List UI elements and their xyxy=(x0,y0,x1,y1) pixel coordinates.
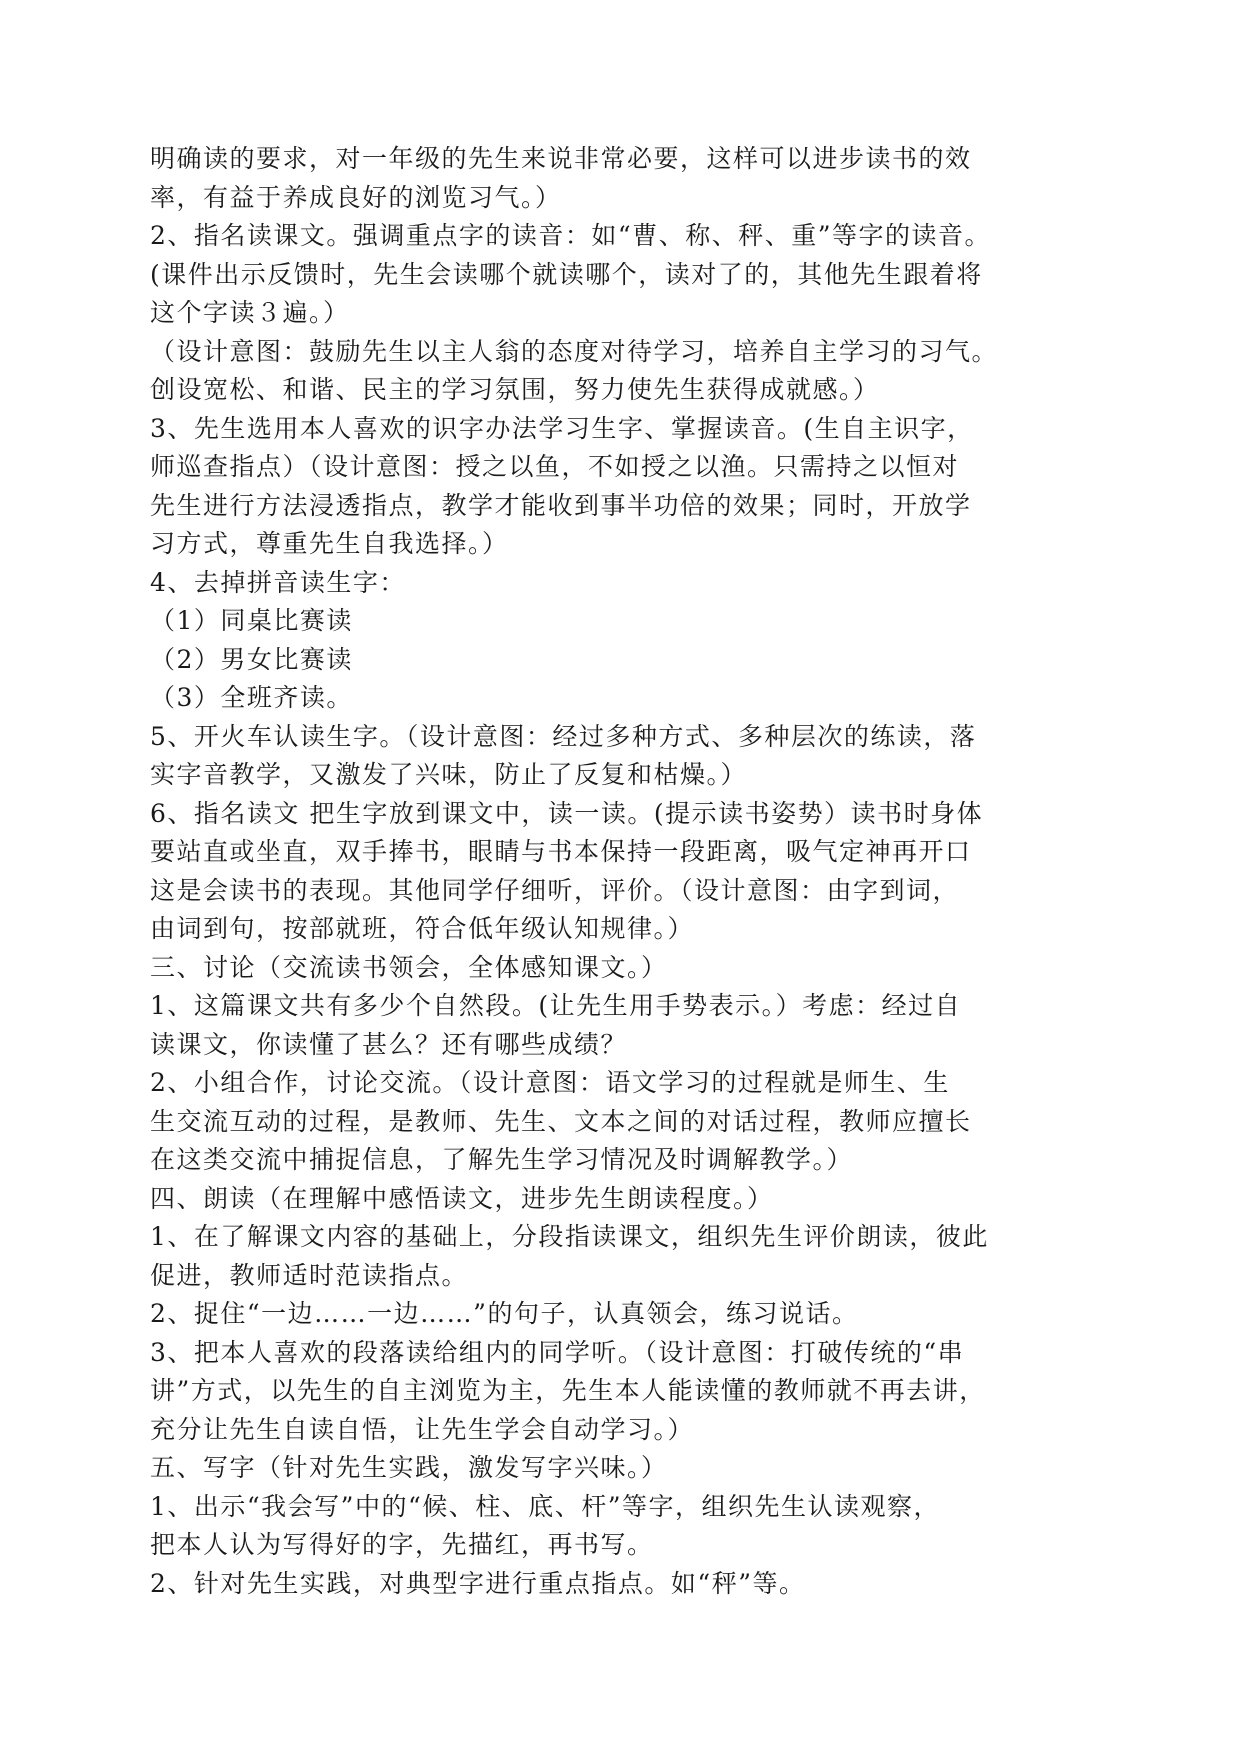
text-line: (课件出示反馈时，先生会读哪个就读哪个，读对了的，其他先生跟着将 xyxy=(150,259,983,289)
text-line: 2、指名读课文。强调重点字的读音：如“曹、称、秤、重”等字的读音。 xyxy=(150,221,991,250)
text-line: 实字音教学，又激发了兴味，防止了反复和枯燥。） xyxy=(150,760,748,789)
text-line: 这个字读３遍。） xyxy=(150,298,350,327)
text-line: 由词到句，按部就班，符合低年级认知规律。） xyxy=(150,914,695,943)
text-line: 4、去掉拼音读生字： xyxy=(150,567,406,597)
text-line: 在这类交流中捕捉信息，了解先生学习情况及时调解教学。） xyxy=(150,1145,854,1174)
text-line: 五、写字（针对先生实践，激发写字兴味。） xyxy=(150,1453,668,1482)
text-line: 先生进行方法浸透指点，教学才能收到事半功倍的效果；同时，开放学 xyxy=(150,490,972,520)
document-page xyxy=(150,140,1110,1603)
text-line: 三、讨论（交流读书领会，全体感知课文。） xyxy=(150,952,668,982)
text-line: 这是会读书的表现。其他同学仔细听，评价。（设计意图：由字到词， xyxy=(150,875,960,905)
text-line: 3、把本人喜欢的段落读给组内的同学听。（设计意图：打破传统的“串 xyxy=(150,1337,965,1367)
text-line: 1、出示“我会写”中的“候、柱、底、杆”等字，组织先生认读观察， xyxy=(150,1491,941,1521)
text-line: 明确读的要求，对一年级的先生来说非常必要，这样可以进步读书的效 xyxy=(150,144,972,173)
text-line: 1、在了解课文内容的基础上，分段指读课文，组织先生评价朗读，彼此 xyxy=(150,1222,989,1251)
text-line: （设计意图：鼓励先生以主人翁的态度对待学习，培养自主学习的习气。 xyxy=(150,336,999,366)
text-line: 促进，教师适时范读指点。 xyxy=(150,1260,469,1290)
text-line: 讲”方式，以先生的自主浏览为主，先生本人能读懂的教师就不再去讲， xyxy=(150,1376,986,1405)
text-line: 2、小组合作，讨论交流。（设计意图：语文学习的过程就是师生、生 xyxy=(150,1068,950,1097)
text-line: 3、先生选用本人喜欢的识字办法学习生字、掌握读音。(生自主识字， xyxy=(150,413,974,443)
text-line: 师巡查指点）（设计意图：授之以鱼，不如授之以渔。只需持之以恒对 xyxy=(150,452,960,481)
text-line: 率，有益于养成良好的浏览习气。） xyxy=(150,182,562,212)
text-line: 5、开火车认读生字。（设计意图：经过多种方式、多种层次的练读，落 xyxy=(150,721,977,751)
text-line: 习方式，尊重先生自我选择。） xyxy=(150,529,509,558)
text-line: 2、捉住“一边……一边……”的句子，认真领会，练习说话。 xyxy=(150,1299,859,1328)
text-line: 充分让先生自读自悟，让先生学会自动学习。） xyxy=(150,1414,695,1444)
text-line: （3）全班齐读。 xyxy=(150,683,353,712)
text-line: 6、指名读文 把生字放到课文中，读一读。(提示读书姿势）读书时身体 xyxy=(150,798,984,828)
text-line: （2）男女比赛读 xyxy=(150,644,353,674)
text-line: 创设宽松、和谐、民主的学习氛围，努力使先生获得成就感。） xyxy=(150,375,880,404)
text-line: 读课文，你读懂了甚么？还有哪些成绩？ xyxy=(150,1029,628,1059)
text-line: 生交流互动的过程，是教师、先生、文本之间的对话过程，教师应擅长 xyxy=(150,1106,972,1136)
text-line: 四、朗读（在理解中感悟读文，进步先生朗读程度。） xyxy=(150,1183,774,1213)
text-line: 1、这篇课文共有多少个自然段。(让先生用手势表示。）考虑：经过自 xyxy=(150,991,962,1020)
text-line: （1）同桌比赛读 xyxy=(150,606,353,635)
text-line: 把本人认为写得好的字，先描红，再书写。 xyxy=(150,1530,654,1559)
text-line: 2、针对先生实践，对典型字进行重点指点。如“秤”等。 xyxy=(150,1568,806,1598)
text-line: 要站直或坐直，双手捧书，眼睛与书本保持一段距离，吸气定神再开口 xyxy=(150,837,972,866)
